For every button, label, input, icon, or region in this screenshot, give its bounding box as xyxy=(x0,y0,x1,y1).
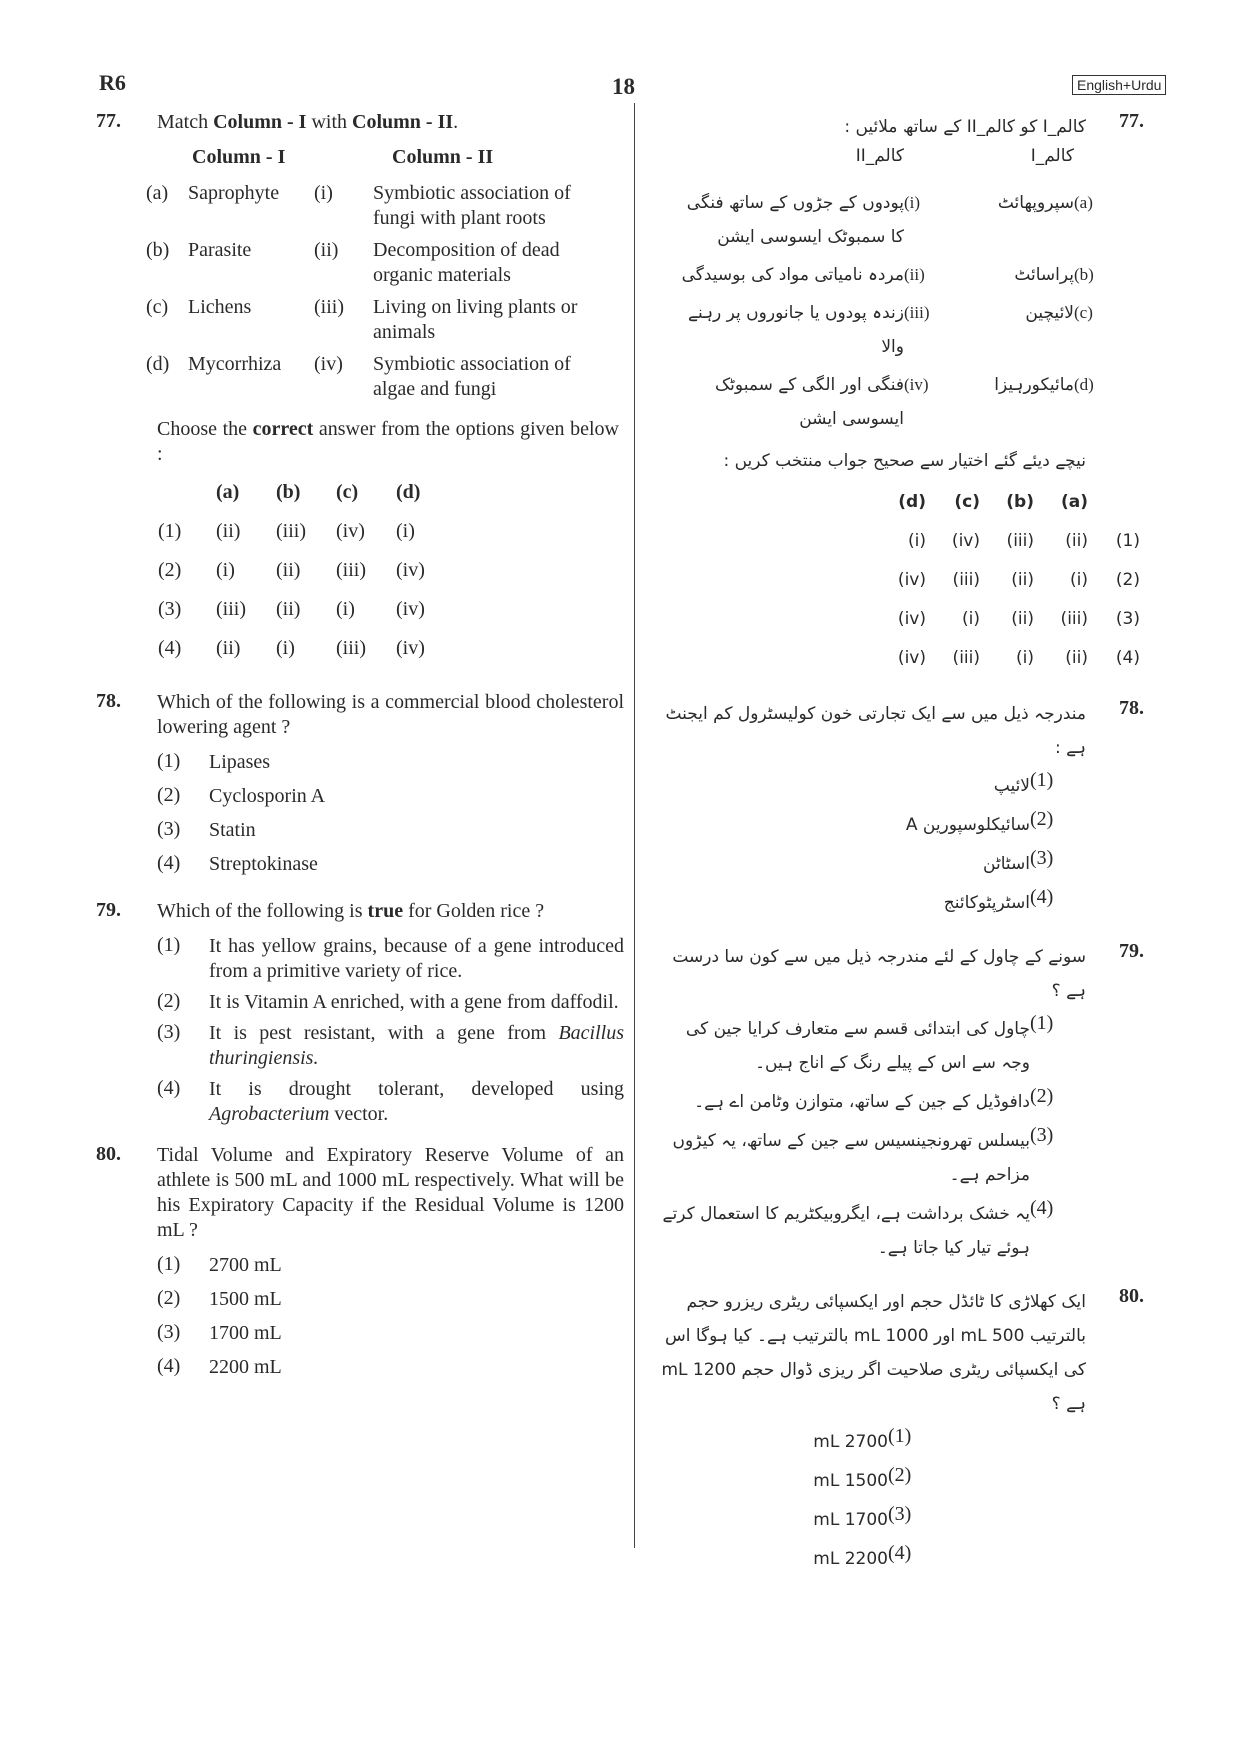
match-row xyxy=(146,295,605,352)
option-number: (4) xyxy=(157,1355,181,1377)
match-row xyxy=(674,258,1114,296)
option-text: بیسلس تھرونجینسیس سے جین کے ساتھ، یہ کیڑوں مزاحم ہے۔ xyxy=(672,1131,1030,1185)
match-row xyxy=(146,352,605,409)
option-value: (iii) xyxy=(1006,530,1034,551)
question-79 xyxy=(96,899,624,1127)
question-number: 77. xyxy=(96,110,121,132)
option-number: (2) xyxy=(888,1464,912,1486)
option-text: It is pest resistant, with a gene from Bacillus thuringiensis. xyxy=(209,1022,624,1069)
option-number: (3) xyxy=(888,1503,912,1525)
match-row xyxy=(674,296,1114,368)
option-value: (ii) xyxy=(1065,530,1088,551)
option xyxy=(654,1197,1086,1265)
match-header-row xyxy=(674,144,1114,186)
option-number: (3) xyxy=(1030,847,1054,869)
option-value: (iii) xyxy=(336,637,366,659)
option-text: 1500 mL xyxy=(813,1471,888,1491)
column-1-item: مائیکورہیزا xyxy=(994,375,1074,395)
option-value: (iii) xyxy=(276,520,306,542)
option-text: 2200 mL xyxy=(813,1549,888,1569)
answer-column-header: (d) xyxy=(396,481,421,503)
row-roman: (ii) xyxy=(904,265,925,284)
row-letter: (b) xyxy=(1074,265,1094,284)
column-2-item: Decomposition of dead organic materials xyxy=(373,239,560,286)
choose-instruction: Choose the correct answer from the options given below : xyxy=(157,418,619,465)
option-number: (2) xyxy=(158,559,182,581)
column-2-item: فنگی اور الگی کے سمبوٹک ایسوسی ایشن xyxy=(714,375,904,429)
option-text: چاول کی ابتدائی قسم سے متعارف کرایا جین کی وجہ سے اس کے پیلے رنگ کے اناج ہیں۔ xyxy=(685,1019,1030,1073)
option xyxy=(654,1085,1086,1119)
urdu-question-80 xyxy=(654,1285,1144,1576)
option-value: (i) xyxy=(1015,647,1034,668)
option-number: (2) xyxy=(157,1287,181,1309)
column-2-item: زندہ پودوں یا جانوروں پر رہنے والا xyxy=(687,303,904,357)
row-letter: (d) xyxy=(1074,375,1094,394)
option xyxy=(654,1503,944,1537)
row-letter: (c) xyxy=(1074,303,1093,322)
answer-column-header: (b) xyxy=(276,481,301,503)
urdu-question-79 xyxy=(654,940,1144,1265)
option-number: (2) xyxy=(157,784,181,806)
option xyxy=(654,1425,944,1459)
urdu-column xyxy=(654,110,1144,1581)
option-text: 2200 mL xyxy=(209,1356,282,1378)
column-2-header: کالم_II xyxy=(855,146,904,166)
option xyxy=(157,1287,624,1312)
option-value: (iv) xyxy=(951,530,980,551)
row-roman: (iii) xyxy=(314,296,344,318)
option-number: (3) xyxy=(157,1021,181,1043)
page-number: 18 xyxy=(612,74,635,99)
option-text: اسٹاٹن xyxy=(983,854,1030,874)
option-number: (3) xyxy=(1030,1124,1054,1146)
option-value: (iv) xyxy=(897,569,926,590)
option xyxy=(157,934,624,984)
question-stem: ایک کھلاڑی کا ٹائڈل حجم اور ایکسپائی ریٹری ریزرو حجم بالترتیب 500 mL اور 1000 mL بالترتیب ہے۔ کیا ہوگا اس کی ایکسپائی ریٹری صلاحیت اگر ریزی ڈوال حجم 1200 mL ہے ؟ xyxy=(661,1292,1086,1414)
answer-option-row xyxy=(872,521,1140,560)
column-1-header: Column - I xyxy=(192,146,286,168)
option-number: (3) xyxy=(157,1321,181,1343)
option xyxy=(654,1124,1086,1192)
answer-option-row xyxy=(872,599,1140,638)
option-number: (2) xyxy=(1030,808,1054,830)
option-value: (i) xyxy=(216,559,235,581)
question-number: .77 xyxy=(1119,110,1144,132)
answer-option-row xyxy=(158,512,456,551)
question-stem: مندرجہ ذیل میں سے ایک تجارتی خون کولیسٹرول کم ایجنٹ ہے : xyxy=(665,704,1086,758)
option xyxy=(157,750,624,775)
option-text: 1700 mL xyxy=(813,1510,888,1530)
column-2-item: Living on living plants or animals xyxy=(373,296,578,343)
question-stem: Match Column - I with Column - II. xyxy=(157,111,459,133)
option-text: یہ خشک برداشت ہے، ایگروبیکٹریم کا استعمال کرتے ہوئے تیار کیا جاتا ہے۔ xyxy=(662,1204,1030,1258)
question-80 xyxy=(96,1143,624,1380)
option-text: 2700 mL xyxy=(209,1254,282,1276)
option xyxy=(654,847,1086,881)
question-stem: سونے کے چاول کے لئے مندرجہ ذیل میں سے کون سا درست ہے ؟ xyxy=(672,947,1086,1001)
option-number: (1) xyxy=(157,1253,181,1275)
option-number: (1) xyxy=(1115,530,1140,551)
option xyxy=(654,1464,944,1498)
option-text: اسٹرپٹوکائنج xyxy=(943,893,1030,913)
option-value: (iv) xyxy=(336,520,365,542)
question-78 xyxy=(96,690,624,877)
option-text: Lipases xyxy=(209,751,271,773)
answer-table xyxy=(158,473,456,668)
option-number: (1) xyxy=(888,1425,912,1447)
option-number: (4) xyxy=(1030,1197,1054,1219)
option-number: (1) xyxy=(1030,769,1054,791)
option-value: (iii) xyxy=(952,569,980,590)
option-value: (iii) xyxy=(1060,608,1088,629)
option-number: (3) xyxy=(158,598,182,620)
option-text: 1500 mL xyxy=(209,1288,282,1310)
answer-header-row xyxy=(158,473,456,512)
row-roman: (i) xyxy=(314,182,333,204)
options-list xyxy=(654,769,1086,920)
answer-option-row xyxy=(872,638,1140,677)
option xyxy=(157,1355,624,1380)
options-list xyxy=(157,1253,624,1380)
option-value: (i) xyxy=(907,530,926,551)
option-text: 1700 mL xyxy=(209,1322,282,1344)
row-letter: (c) xyxy=(146,296,169,318)
column-1-item: سپروپھائٹ xyxy=(997,193,1074,213)
question-stem: Which of the following is a commercial blood cholesterol lowering agent ? xyxy=(157,691,624,738)
row-roman: (iv) xyxy=(904,375,929,394)
option-number: (2) xyxy=(157,990,181,1012)
option-value: (ii) xyxy=(276,559,301,581)
language-badge: English+Urdu xyxy=(1072,75,1166,95)
options-list xyxy=(654,1012,1086,1265)
answer-table xyxy=(872,482,1140,677)
column-2-item: Symbiotic association of fungi with plant roots xyxy=(373,182,571,229)
option-number: (4) xyxy=(157,1077,181,1099)
match-row xyxy=(146,181,605,238)
option xyxy=(654,808,1086,842)
column-1-item: Saprophyte xyxy=(188,182,280,204)
row-letter: (b) xyxy=(146,239,170,261)
option-text: سائیکلوسپورین A xyxy=(905,815,1030,835)
column-1-item: Parasite xyxy=(188,239,252,261)
column-1-header: کالم_I xyxy=(1030,146,1074,166)
row-roman: (ii) xyxy=(314,239,339,261)
option-number: (4) xyxy=(158,637,182,659)
option xyxy=(654,1012,1086,1080)
option-value: (iii) xyxy=(952,647,980,668)
option-number: (1) xyxy=(158,520,182,542)
option-text: Streptokinase xyxy=(209,853,318,875)
answer-column-header: (b) xyxy=(1006,491,1034,512)
option-number: (1) xyxy=(157,934,181,956)
option-text: Statin xyxy=(209,819,256,841)
option-value: (i) xyxy=(276,637,295,659)
option-text: دافوڈیل کے جین کے ساتھ، متوازن وٹامن اے ہے۔ xyxy=(694,1092,1030,1112)
match-row xyxy=(674,368,1114,440)
question-stem: کالم_I کو کالم_II کے ساتھ ملائیں : xyxy=(844,117,1086,137)
question-stem: Which of the following is true for Golden rice ? xyxy=(157,900,545,922)
option-number: (2) xyxy=(1115,569,1140,590)
option-text: It is Vitamin A enriched, with a gene from daffodil. xyxy=(209,991,619,1013)
option-value: (ii) xyxy=(216,520,241,542)
paper-code: R6 xyxy=(99,70,126,95)
option-number: (1) xyxy=(1030,1012,1054,1034)
option xyxy=(654,1542,944,1576)
question-number: 78. xyxy=(96,690,121,712)
question-number: .79 xyxy=(1119,940,1144,962)
option-number: (2) xyxy=(1030,1085,1054,1107)
row-roman: (i) xyxy=(904,193,921,212)
option xyxy=(157,990,624,1015)
urdu-question-77 xyxy=(654,110,1144,677)
match-row xyxy=(146,238,605,295)
option xyxy=(654,886,1086,920)
column-divider xyxy=(634,103,635,1548)
column-1-item: Lichens xyxy=(188,296,252,318)
option-value: (i) xyxy=(396,520,415,542)
column-2-header: Column - II xyxy=(392,146,494,168)
row-letter: (d) xyxy=(146,353,170,375)
option-text: It is drought tolerant, developed using Agrobacterium vector. xyxy=(209,1078,624,1125)
answer-option-row xyxy=(158,551,456,590)
option xyxy=(157,1021,624,1071)
option xyxy=(157,1077,624,1127)
answer-column-header: (d) xyxy=(898,491,926,512)
answer-option-row xyxy=(872,560,1140,599)
option-value: (iv) xyxy=(897,647,926,668)
choose-instruction: نیچے دیئے گئے اختیار سے صحیح جواب منتخب کریں : xyxy=(723,451,1086,471)
question-number: .80 xyxy=(1119,1285,1144,1307)
option-text: It has yellow grains, because of a gene introduced from a primitive variety of rice. xyxy=(209,935,624,982)
option xyxy=(157,818,624,843)
option-value: (iii) xyxy=(336,559,366,581)
option-number: (4) xyxy=(157,852,181,874)
column-2-item: پودوں کے جڑوں کے ساتھ فنگی کا سمبوٹک ایسوسی ایشن xyxy=(686,193,904,247)
question-number: .78 xyxy=(1119,697,1144,719)
english-column xyxy=(96,110,624,1389)
option-value: (ii) xyxy=(1011,569,1034,590)
match-table xyxy=(146,145,624,181)
row-letter: (a) xyxy=(146,182,169,204)
answer-header-row xyxy=(872,482,1140,521)
question-number: 79. xyxy=(96,899,121,921)
option xyxy=(157,784,624,809)
row-roman: (iv) xyxy=(314,353,343,375)
column-2-item: Symbiotic association of algae and fungi xyxy=(373,353,571,400)
option-number: (3) xyxy=(1115,608,1140,629)
option-value: (iv) xyxy=(396,637,425,659)
option-value: (ii) xyxy=(276,598,301,620)
options-list xyxy=(157,934,624,1127)
option xyxy=(157,1321,624,1346)
answer-option-row xyxy=(158,629,456,668)
column-1-item: Mycorrhiza xyxy=(188,353,282,375)
option-value: (i) xyxy=(1069,569,1088,590)
option-number: (3) xyxy=(157,818,181,840)
option-number: (4) xyxy=(1115,647,1140,668)
answer-column-header: (c) xyxy=(336,481,359,503)
column-1-item: پراسائٹ xyxy=(1014,265,1074,285)
match-table xyxy=(674,144,1114,440)
option-value: (iv) xyxy=(396,598,425,620)
option-value: (iv) xyxy=(897,608,926,629)
answer-column-header: (a) xyxy=(1060,491,1088,512)
match-rows xyxy=(146,181,605,409)
urdu-question-78 xyxy=(654,697,1144,920)
option-value: (iv) xyxy=(396,559,425,581)
option-value: (i) xyxy=(961,608,980,629)
option-number: (1) xyxy=(157,750,181,772)
option-number: (4) xyxy=(888,1542,912,1564)
option-value: (ii) xyxy=(1065,647,1088,668)
option-value: (ii) xyxy=(1011,608,1034,629)
answer-column-header: (c) xyxy=(954,491,980,512)
option-text: 2700 mL xyxy=(813,1432,888,1452)
question-stem: Tidal Volume and Expiratory Reserve Volume of an athlete is 500 mL and 1000 mL respectively. What will be his Expiratory Capacity if the Residual Volume is 1200 mL ? xyxy=(157,1144,624,1241)
option-value: (i) xyxy=(336,598,355,620)
column-2-item: مردہ نامیاتی مواد کی بوسیدگی xyxy=(681,265,904,285)
options-list xyxy=(157,750,624,877)
option xyxy=(157,1253,624,1278)
row-roman: (iii) xyxy=(904,303,930,322)
question-77 xyxy=(96,110,624,668)
option xyxy=(654,769,1086,803)
option-text: Cyclosporin A xyxy=(209,785,326,807)
option-number: (4) xyxy=(1030,886,1054,908)
option-value: (ii) xyxy=(216,637,241,659)
answer-column-header: (a) xyxy=(216,481,240,503)
option xyxy=(157,852,624,877)
column-1-item: لائیچین xyxy=(1025,303,1074,323)
row-letter: (a) xyxy=(1074,193,1093,212)
answer-option-row xyxy=(158,590,456,629)
match-row xyxy=(674,186,1114,258)
option-text: لائیپ xyxy=(993,776,1030,796)
question-number: 80. xyxy=(96,1143,121,1165)
options-list xyxy=(654,1425,944,1576)
option-value: (iii) xyxy=(216,598,246,620)
